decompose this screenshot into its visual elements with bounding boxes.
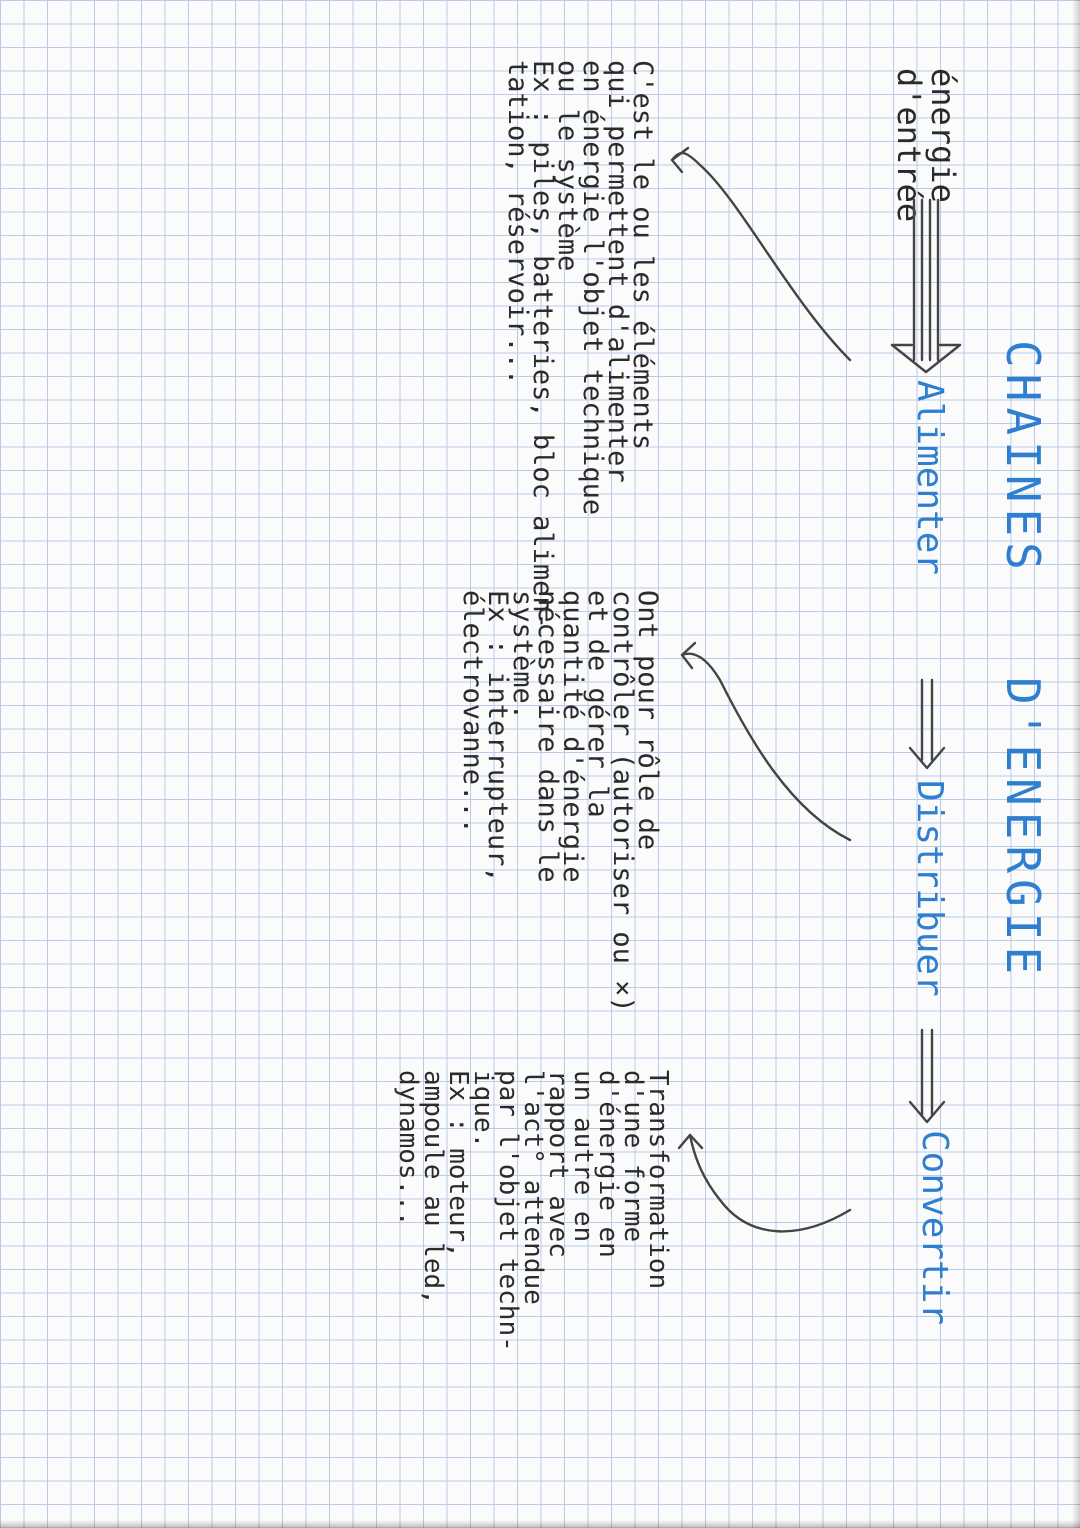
text-line: d'une forme [618,1070,648,1243]
text-line: l'act° attendue [518,1070,548,1305]
convertir-description [393,1070,673,1352]
double-arrow-icon [892,200,960,372]
text-line: système. [507,590,538,721]
text-line: en énergie l'objet technique [577,60,608,516]
text-line: Ont pour rôle de [632,590,663,851]
text-line: rapport avec [543,1070,573,1258]
text-line: qui permettent d'alimenter [602,60,633,483]
curved-arrow-icon [679,1135,850,1231]
text-line: et de gérer la [582,590,613,818]
text-line: par l'objet techn- [493,1070,523,1352]
text-line: ique. [468,1070,498,1149]
text-line: ou le système [552,60,583,272]
title-word-2: D'ENERGIE [996,676,1050,981]
text-line: un autre en [568,1070,598,1243]
text-line: Ex : piles, batteries, bloc alimen- [527,60,558,629]
step-convertir: Convertir [914,1130,955,1326]
curved-arrow-icon [682,643,850,840]
input-energy-line-1: énergie [924,68,962,203]
curved-arrow-icon [672,148,850,360]
text-line: dynamos... [393,1070,423,1227]
text-line: Transformation [643,1070,673,1290]
arrow-right-icon [910,1030,944,1122]
page-edge-shadow [1072,0,1080,1528]
step-distribuer: Distribuer [909,780,950,997]
arrow-right-icon [910,680,944,768]
text-line: d'énergie en [593,1070,623,1258]
text-line: quantité d'énergie [557,590,588,883]
distribuer-description [457,590,663,1013]
text-line: tation, réservoir... [502,60,533,386]
text-line: Ex : interrupteur, [482,590,513,883]
step-alimenter: Alimenter [909,380,950,576]
text-line: électrovanne... [457,590,488,834]
page-bottom-shadow [0,1520,1080,1528]
text-line: Ex : moteur, [443,1070,473,1258]
text-line: contrôler (autoriser ou ×) [607,590,638,1013]
text-line: C'est le ou les éléments [627,60,658,451]
input-energy-line-2: d'entrée [890,68,928,223]
alimenter-description [502,60,658,629]
text-line: ampoule au led, [418,1070,448,1305]
title-word-1: CHAINES [996,340,1050,576]
text-line: nécessaire dans le [532,590,563,883]
